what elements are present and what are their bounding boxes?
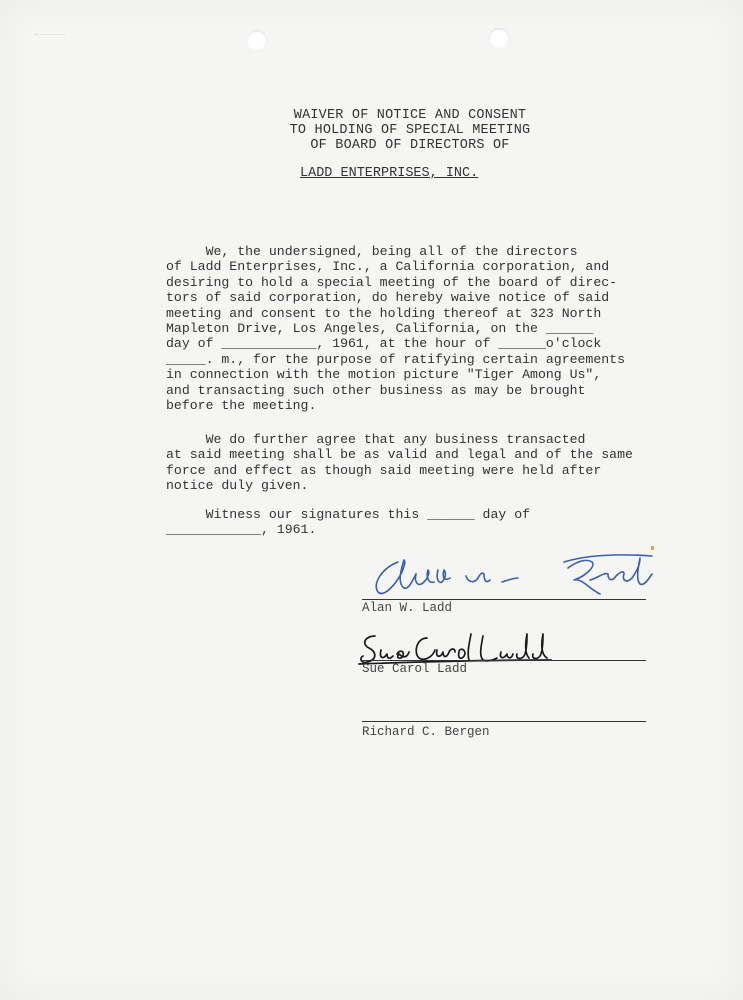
text-line: We do further agree that any business transacted <box>166 432 586 447</box>
heading-line-3: OF BOARD OF DIRECTORS OF <box>310 138 510 153</box>
text-line: We, the undersigned, being all of the directors <box>166 244 578 259</box>
signature-alan-ladd <box>368 548 658 602</box>
text-line: of Ladd Enterprises, Inc., a California corporation, and <box>166 259 610 275</box>
paper-mark <box>35 34 65 41</box>
company-name: LADD ENTERPRISES, INC. <box>300 166 479 181</box>
witness-clause <box>166 507 666 538</box>
text-line: meeting and consent to the holding thereof at 323 North <box>166 305 602 321</box>
text-line: desiring to hold a special meeting of the board of direc- <box>166 274 618 290</box>
text-line: ____________, 1961. <box>166 522 317 538</box>
signatory-name: Richard C. Bergen <box>362 725 490 739</box>
signature-line <box>362 721 646 722</box>
text-line: notice duly given. <box>166 478 309 494</box>
signature-line <box>362 660 646 661</box>
text-line: in connection with the motion picture "Tiger Among Us", <box>166 367 602 383</box>
signatory-name: Sue Carol Ladd <box>362 662 468 676</box>
punch-hole <box>247 30 267 50</box>
text-line: before the meeting. <box>166 398 317 414</box>
text-line: Mapleton Drive, Los Angeles, California, on the ______ <box>166 321 594 337</box>
text-line: day of ____________, 1961, at the hour of ______o'clock <box>166 336 602 352</box>
document-heading <box>200 108 620 153</box>
paragraph-agreement <box>166 432 666 494</box>
signatory-name: Alan W. Ladd <box>362 601 453 615</box>
text-line: Witness our signatures this ______ day of <box>166 507 531 522</box>
text-line: and transacting such other business as may be brought <box>166 382 586 398</box>
punch-hole <box>489 28 509 48</box>
text-line: _____. m., for the purpose of ratifying certain agreements <box>166 351 625 367</box>
heading-line-1: WAIVER OF NOTICE AND CONSENT <box>293 108 527 123</box>
text-line: force and effect as though said meeting were held after <box>166 462 602 478</box>
paragraph-consent <box>166 244 666 413</box>
text-line: at said meeting shall be as valid and legal and of the same <box>166 447 633 463</box>
heading-line-2: TO HOLDING OF SPECIAL MEETING <box>289 123 531 138</box>
signature-line <box>362 599 646 600</box>
text-line: tors of said corporation, do hereby waive notice of said <box>166 290 610 306</box>
